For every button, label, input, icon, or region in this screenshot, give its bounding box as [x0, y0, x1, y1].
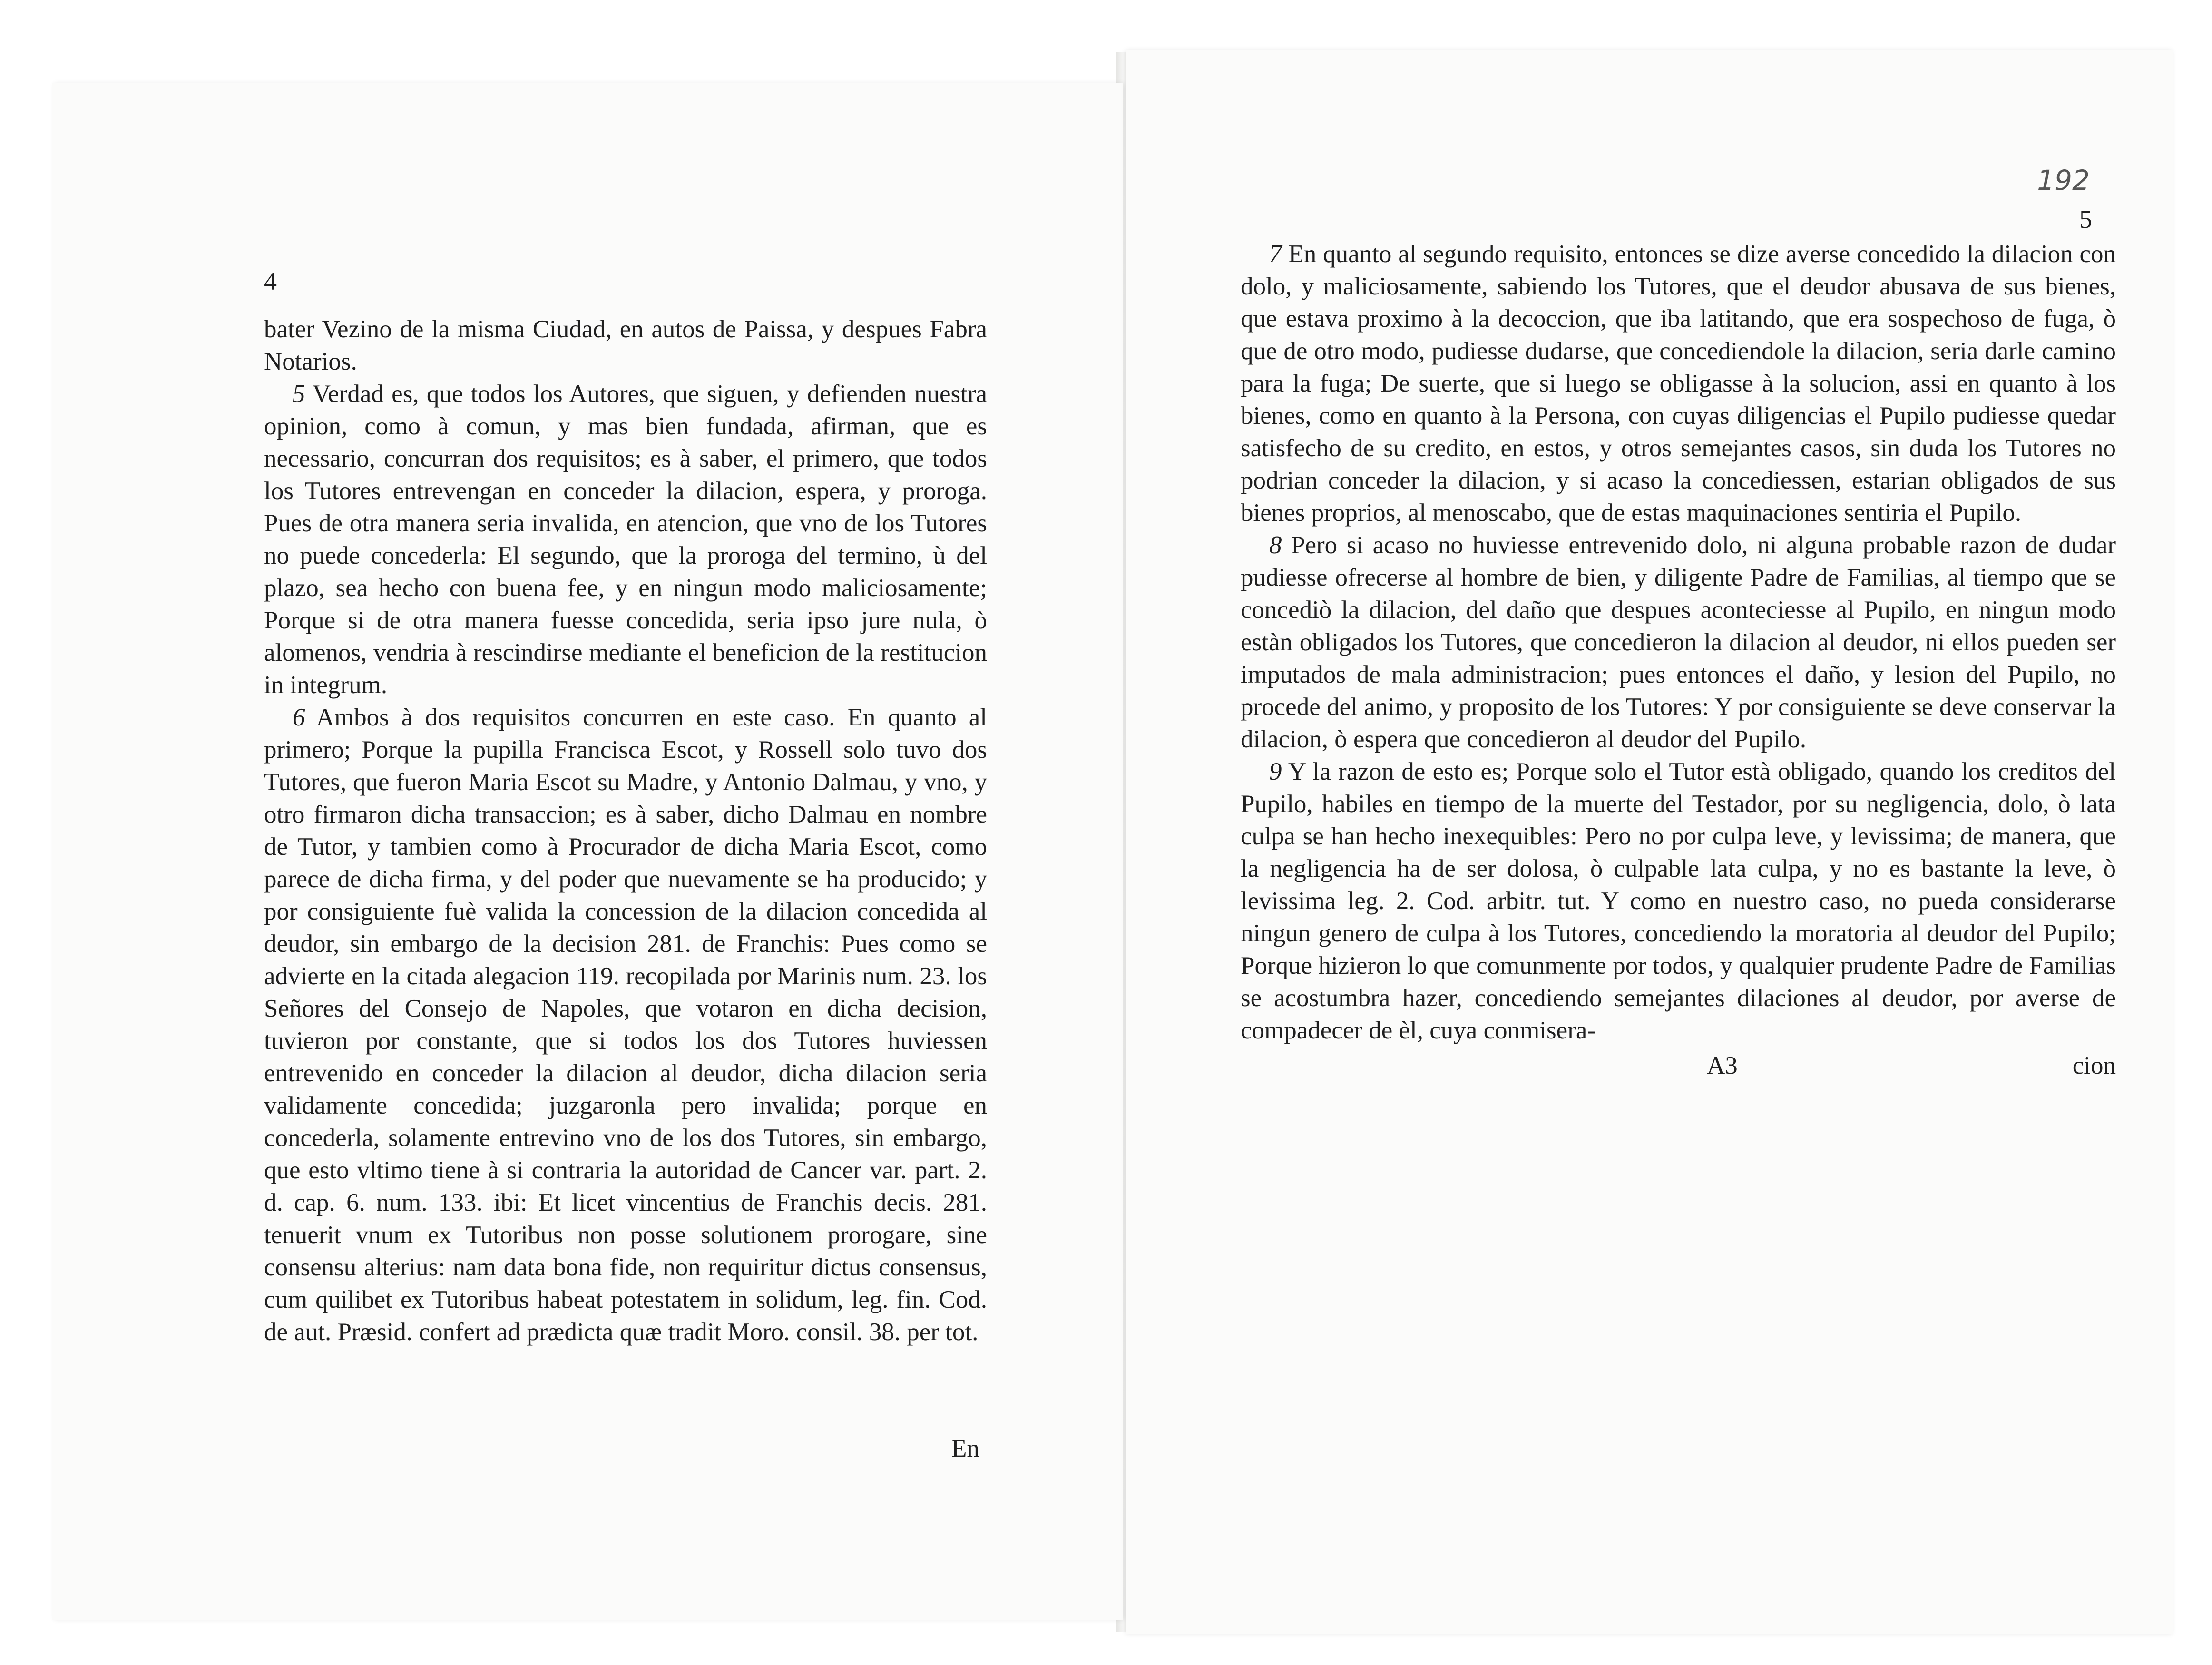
page-footer-row [1241, 1049, 2116, 1082]
paragraph-continuation [264, 281, 987, 378]
right-page [1126, 50, 2173, 1634]
left-page-text [264, 281, 987, 1348]
right-page-text [1241, 238, 2116, 1082]
paragraph-8 [1241, 529, 2116, 755]
paragraph-7 [1241, 238, 2116, 529]
paragraph-text: Verdad es, que todos los Autores, que siguen, y defienden nuestra opinion, como à comun, y mas bien fundada, afirman, que es necessario, concurran dos requisitos; es à saber, el primero, que todos los Tutores entrevengan en conceder la dilacion, espera, y proroga. Pues de otra manera seria invalida, en atencion, que vno de los Tutores no puede concederla: El segundo, que la proroga del termino, ù del plazo, sea hecho con buena fee, y en ningun modo maliciosamente; Porque si de otra manera fuesse concedida, seria ipso jure nula, ò alomenos, vendria à rescindirse mediante el beneficion de la restitucion in integrum. [264, 380, 987, 699]
paragraph-9 [1241, 755, 2116, 1047]
paragraph-number: 5 [293, 380, 305, 408]
paragraph-number: 7 [1269, 240, 1282, 268]
paragraph-number: 8 [1269, 531, 1282, 559]
signature-mark: A3 [1707, 1052, 1738, 1079]
paragraph-number: 9 [1269, 758, 1282, 785]
right-page-number: 5 [2079, 205, 2092, 234]
paragraph-text: Ambos à dos requisitos concurren en este caso. En quanto al primero; Porque la pupilla Francisca Escot, y Rossell solo tuvo dos Tutores, que fueron Maria Escot su Madre, y Antonio Dalmau, y vno, y otro firmaron dicha transaccion; es à saber, dicho Dalmau en nombre de Tutor, y tambien como à Procurador de dicha Maria Escot, como parece de dicha firma, y del poder que nuevamente se ha producido; y por consiguiente fuè valida la concession de la dilacion concedida al deudor, sin embargo de la decision 281. de Franchis: Pues como se advierte en la citada alegacion 119. recopilada por Marinis num. 23. los Señores del Consejo de Napoles, que votaron en dicha decision, tuvieron por constante, que si todos los dos Tutores huviessen entrevenido en conceder la dilacion al deudor, dicha dilacion seria validamente concedida; juzgaronla pero invalida; porque en concederla, solamente entrevino vno de los dos Tutores, sin embargo, que esto vltimo tiene à si contraria la autoridad de Cancer var. part. 2. d. cap. 6. num. 133. ibi: Et licet vincentius de Franchis decis. 281. tenuerit vnum ex Tutoribus non posse solutionem prorogare, sine consensu alterius: nam data bona fide, non requiritur dictus consensus, cum quilibet ex Tutoribus habeat potestatem in solidum, leg. fin. Cod. de aut. Præsid. confert ad prædicta quæ tradit Moro. consil. 38. per tot. [264, 704, 988, 1346]
paragraph-text: bater Vezino de la misma Ciudad, en autos de Paissa, y despues Fabra Notarios. [264, 315, 987, 375]
folio-number: 192 [2037, 164, 2090, 196]
left-page-number: 4 [264, 267, 277, 295]
paragraph-6 [264, 701, 987, 1348]
left-page [52, 83, 1123, 1620]
paragraph-5 [264, 378, 987, 701]
paragraph-number: 6 [293, 704, 305, 731]
paragraph-text: Y la razon de esto es; Porque solo el Tutor està obligado, quando los creditos del Pupilo, habiles en tiempo de la muerte del Testador, por su negligencia, dolo, ò lata culpa se han hecho inexequibles: Pero no por culpa leve, y levissima; de manera, que la negligencia ha de ser dolosa, ò culpable lata culpa, y no es bastante la leve, ò levissima leg. 2. Cod. arbitr. tut. Y como en nuestro caso, no pueda considerarse ningun genero de culpa à los Tutores, concediendo la moratoria al deudor del Pupilo; Porque hizieron lo que comunmente por todos, y qualquier prudente Padre de Familias se acostumbra hazer, concediendo semejantes dilaciones al deudor, por averse de compadecer de èl, cuya conmisera- [1241, 758, 2116, 1044]
paragraph-text: Pero si acaso no huviesse entrevenido dolo, ni alguna probable razon de dudar pudiesse ofrecerse al hombre de bien, y diligente Padre de Familias, al tiempo que se concediò la dilacion, del daño que despues aconteciesse al Pupilo, en ningun modo estàn obligados los Tutores, que concedieron la dilacion al deudor, ni ellos pueden ser imputados de mala administracion; pues entonces el daño, y lesion del Pupilo, no procede del animo, y proposito de los Tutores: Y por consiguiente se deve conservar la dilacion, ò espera que concedieron al deudor del Pupilo. [1241, 531, 2116, 753]
left-catchword: En [951, 1435, 979, 1462]
right-catchword: cion [2072, 1052, 2116, 1079]
paragraph-text: En quanto al segundo requisito, entonces se dize averse concedido la dilacion con dolo, y maliciosamente, sabiendo los Tutores, que el deudor abusava de sus bienes, que estava proximo à la decoccion, que iba latitando, que era sospechoso de fuga, ò que de otro modo, pudiesse dudarse, que concediendole la dilacion, seria darle camino para la fuga; De suerte, que si luego se obligasse à la solucion, assi en quanto à los bienes, como en quanto à la Persona, con cuyas diligencias el Pupilo pudiesse quedar satisfecho de su credito, en estos, y otros semejantes casos, sin duda los Tutores no podrian conceder la dilacion, y si acaso la concediessen, estarian obligados de sus bienes proprios, al menoscabo, que de estas maquinaciones sentiria el Pupilo. [1241, 240, 2116, 527]
